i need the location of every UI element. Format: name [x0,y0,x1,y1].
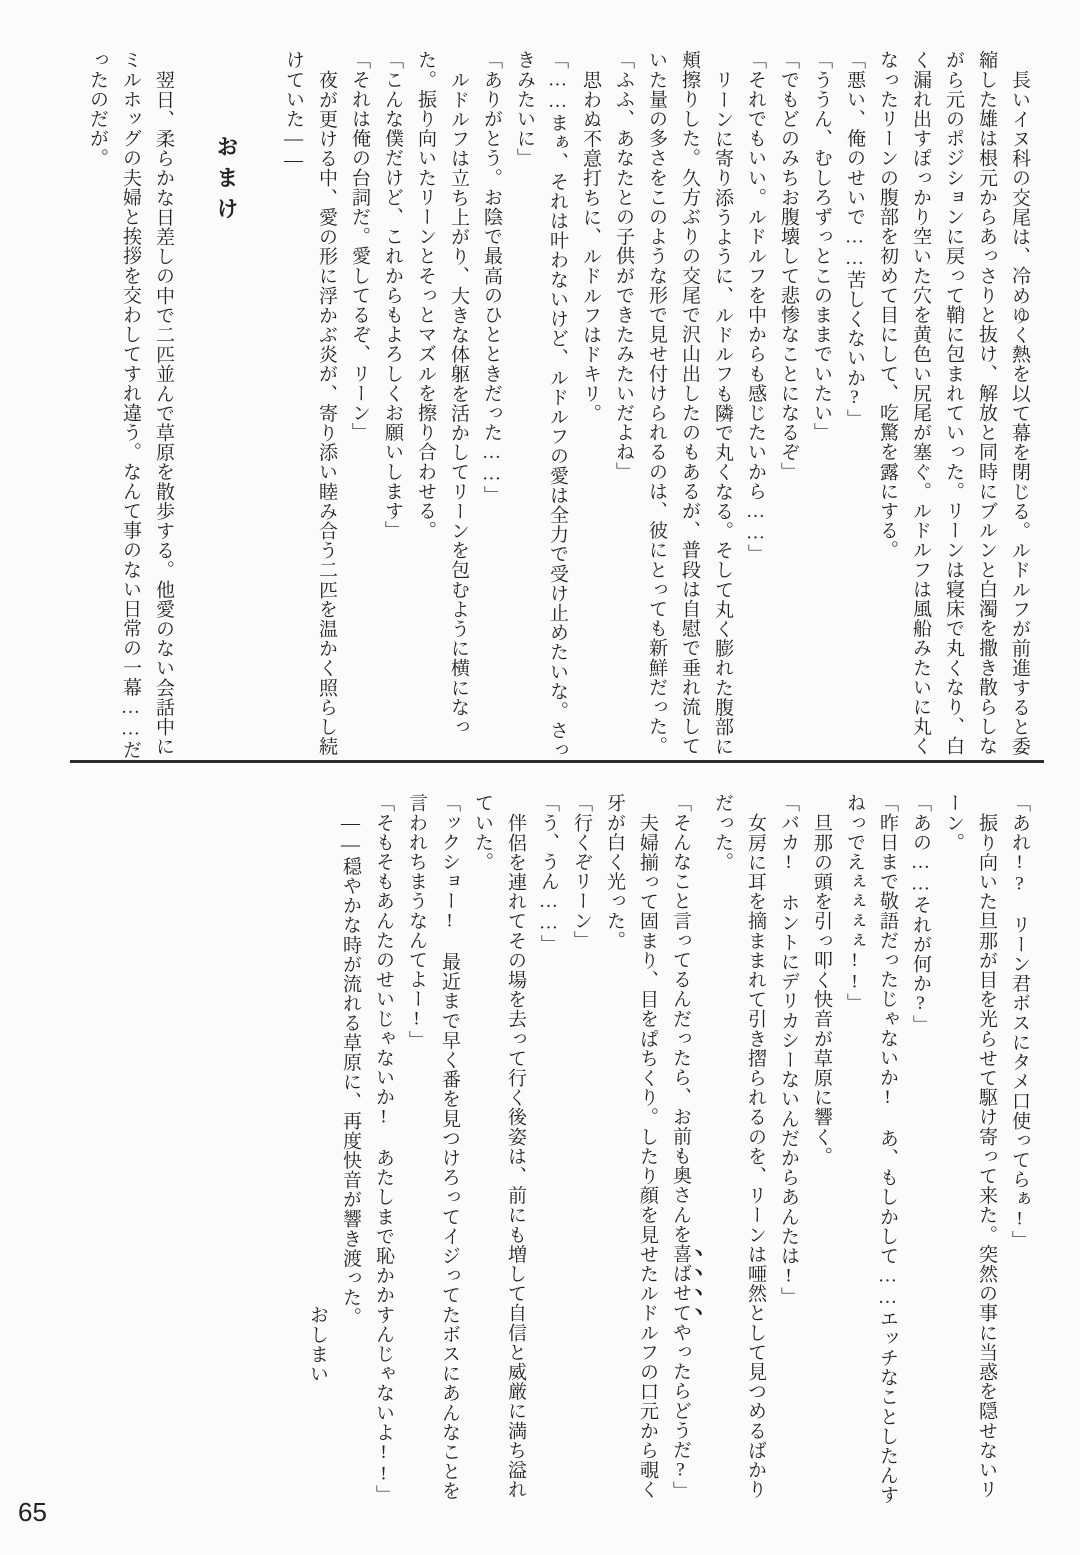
story-section-bottom [264,793,1036,1507]
story-paragraph: 「行くぞリーン」 [571,793,592,950]
story-paragraph: 旦那の頭を引っ叩く快音が草原に響く。 [811,813,832,1166]
story-paragraph: 「こんな僕だけど、これからもよろしくお願いします」 [382,50,403,540]
page-number: 65 [18,1497,47,1527]
story-paragraph: 伴侶を連れてその場を去って行く後姿は、前にも増して自信と威厳に満ち溢れていた。 [472,793,526,1499]
story-paragraph: 「バカ! ホントにデリカシーないんだからあんたは!」 [778,793,799,1307]
story-paragraph: 「ックショー! 最近まで早く番を見つけろってイジってたボスにあんなことを言われちまうなんてよー!」 [406,793,460,1501]
omake-heading: おまけ [214,135,239,228]
ending-label: おしまい [307,1305,328,1384]
story-section-top [78,50,1036,762]
story-paragraph: 「ありがとう。お陰で最高のひとときだった……」 [481,50,502,505]
story-paragraph: 「そんなこと言ってるんだったら、お前も奥さんを喜ばせてやったらどうだ?」 [670,793,691,1501]
story-paragraph: 夜が更ける中、愛の形に浮かぶ炎が、寄り添い睦み合う二匹を温かく照らし続けていた―― [283,50,337,756]
story-paragraph: 長いイヌ科の交尾は、冷めゆく熱を以て幕を閉じる。ルドルフが前進すると委縮した雄は根元からあっさりと抜け、解放と同時にブルンと白濁を撒き散らしながら元のポジションに戻って鞘に包まれていった。リーンは寝床で丸くなり、白く漏れ出すぽっかり空いた穴を黄色い尻尾が塞ぐ。ルドルフは風船みたいに丸くなったリーンの腹部を初めて目にして、吃驚を露にする。 [877,50,1030,756]
story-paragraph: 「でもどのみちお腹壊して悲惨なことになるぞ」 [778,50,799,482]
story-paragraph: 女房に耳を摘ままれて引き摺られるのを、リーンは唖然として見つめるばかりだった。 [712,793,766,1499]
story-paragraph: 「それでもいい。ルドルフを中からも感じたいから……」 [745,50,766,564]
story-paragraph: ――穏やかな時が流れる草原に、再度快音が響き渡った。 [340,813,361,1327]
story-paragraph: 「そもそもあんたのせいじゃないか! あたしまで恥かかすんじゃないよ!!」 [373,793,394,1505]
story-paragraph: 「あれ!? リーン君ボスにタメ口使ってらぁ!」 [1009,793,1030,1250]
story-paragraph: 思わぬ不意打ちに、ルドルフはドキリ。 [580,70,601,423]
emphasis-dots-text: 喜ばせて [670,1243,691,1323]
story-paragraph: 振り向いた旦那が目を光らせて駆け寄って来た。突然の事に当惑を隠せないリーン。 [943,793,997,1499]
story-paragraph: 「ううん、むしろずっとこのままでいたい」 [811,50,832,442]
story-paragraph: リーンに寄り添うように、ルドルフも隣で丸くなる。そして丸く膨れた腹部に頬擦りした。久方ぶりの交尾で沢山出したのもあるが、普段は自慰で垂れ流していた量の多さをこのような形で見せ付けられるのは、彼にとっても新鮮だった。 [646,50,733,756]
story-paragraph: 「あの……それが何か?」 [910,793,931,1035]
story-paragraph: 「う、うん……」 [538,793,559,954]
story-paragraph: ルドルフは立ち上がり、大きな体躯を活かしてリーンを包むように横になった。振り向いたリーンとそっとマズルを擦り合わせる。 [415,50,469,737]
story-paragraph: 「悪い、俺のせいで……苦しくないか?」 [844,50,865,429]
story-paragraph: 「……まぁ、それは叶わないけど、ルドルフの愛は全力で受け止めたいな。さっきみたいに」 [514,50,568,760]
story-paragraph: 「ふふ、あなたとの子供ができたみたいだよね」 [613,50,634,482]
section-divider-rule [70,760,1044,763]
story-paragraph: 「昨日まで敬語だったじゃないか! あ、もしかして……エッチなことしたんすねっでえぇぇぇぇ!!」 [844,793,898,1505]
story-paragraph: 翌日、柔らかな日差しの中で二匹並んで草原を散歩する。他愛のない会話中にミルホッグの夫婦と挨拶を交わしてすれ違う。なんて事のない日常の一幕……だったのだが。 [87,50,174,760]
story-paragraph: 「それは俺の台詞だ。愛してるぞ、リーン」 [349,50,370,442]
story-paragraph: 夫婦揃って固まり、目をぱちくり。したり顔を見せたルドルフの口元から覗く牙が白く光った。 [604,793,658,1499]
